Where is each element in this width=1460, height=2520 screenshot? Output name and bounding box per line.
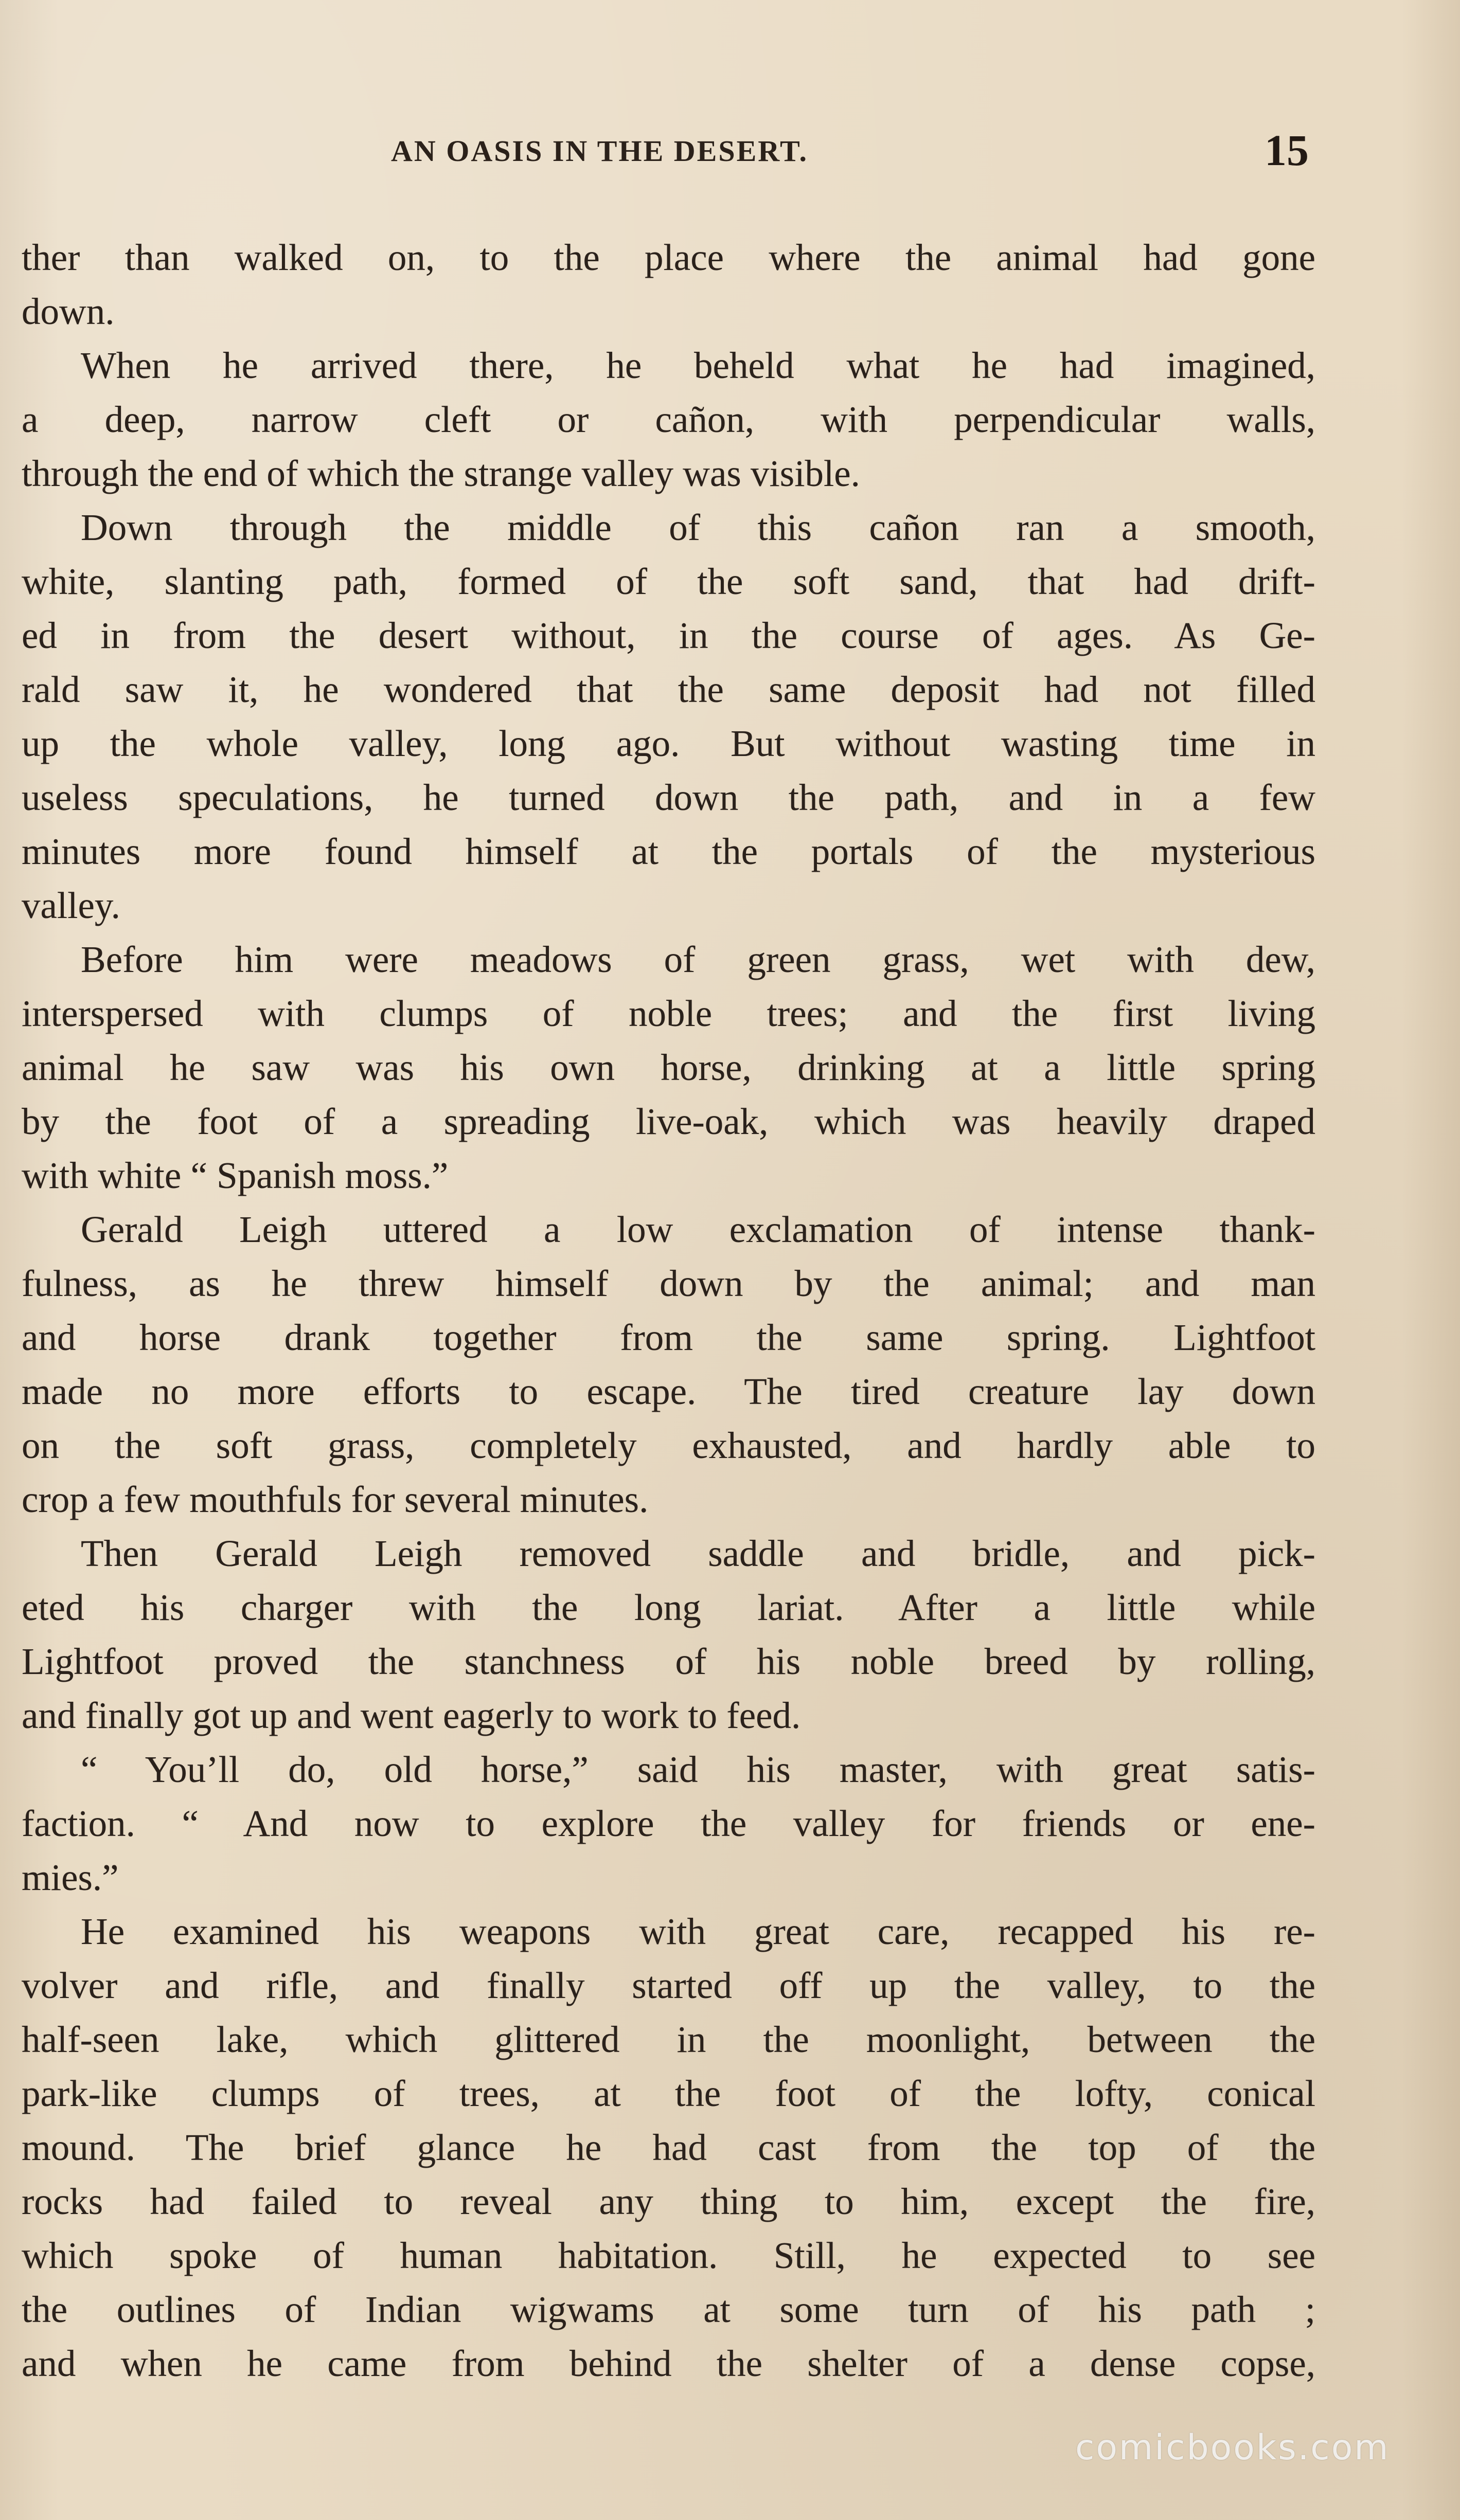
text-line: “ You’ll do, old horse,” said his master, with great satis-	[81, 1749, 1315, 1790]
text-line: down.	[22, 291, 115, 332]
text-line: made no more efforts to escape. The tired creature lay down	[22, 1371, 1315, 1412]
text-line: ther than walked on, to the place where the animal had gone	[22, 237, 1315, 278]
watermark: comicbooks.com	[1075, 2427, 1390, 2468]
text-line: volver and rifle, and finally started off up the valley, to the	[22, 1965, 1315, 2006]
text-line: rald saw it, he wondered that the same deposit had not filled	[22, 669, 1315, 710]
text-line: Lightfoot proved the stanchness of his noble breed by rolling,	[22, 1641, 1315, 1682]
text-line: the outlines of Indian wigwams at some turn of his path ;	[22, 2289, 1315, 2330]
text-line: mound. The brief glance he had cast from the top of the	[22, 2127, 1315, 2168]
text-line: up the whole valley, long ago. But without wasting time in	[22, 723, 1315, 764]
text-line: Then Gerald Leigh removed saddle and bridle, and pick-	[81, 1533, 1315, 1574]
text-line: fulness, as he threw himself down by the animal; and man	[22, 1263, 1315, 1304]
text-line: useless speculations, he turned down the path, and in a few	[22, 777, 1315, 818]
text-line: park-like clumps of trees, at the foot of the lofty, conical	[22, 2073, 1315, 2114]
text-line: half-seen lake, which glittered in the moonlight, between the	[22, 2019, 1315, 2060]
text-line: He examined his weapons with great care, recapped his re-	[81, 1911, 1315, 1952]
text-line: valley.	[22, 885, 120, 926]
text-line: on the soft grass, completely exhausted, and hardly able to	[22, 1425, 1315, 1466]
page-number: 15	[1265, 125, 1309, 175]
text-line: and horse drank together from the same spring. Lightfoot	[22, 1317, 1315, 1358]
text-line: Gerald Leigh uttered a low exclamation of intense thank-	[81, 1209, 1315, 1250]
body-text	[22, 230, 1315, 2390]
text-line: by the foot of a spreading live-oak, which was heavily draped	[22, 1101, 1315, 1142]
text-line: Before him were meadows of green grass, wet with dew,	[81, 939, 1315, 980]
text-line: a deep, narrow cleft or cañon, with perpendicular walls,	[22, 399, 1315, 440]
text-line: white, slanting path, formed of the soft sand, that had drift-	[22, 561, 1315, 602]
text-line: crop a few mouthfuls for several minutes.	[22, 1479, 649, 1520]
text-line: animal he saw was his own horse, drinking at a little spring	[22, 1047, 1315, 1088]
text-line: When he arrived there, he beheld what he had imagined,	[81, 345, 1315, 386]
text-line: and finally got up and went eagerly to work to feed.	[22, 1695, 801, 1736]
text-line: mies.”	[22, 1857, 119, 1898]
text-line: eted his charger with the long lariat. After a little while	[22, 1587, 1315, 1628]
running-title: AN OASIS IN THE DESERT.	[391, 134, 808, 168]
text-line: and when he came from behind the shelter of a dense copse,	[22, 2343, 1315, 2384]
text-line: Down through the middle of this cañon ran a smooth,	[81, 507, 1315, 548]
text-line: which spoke of human habitation. Still, he expected to see	[22, 2235, 1315, 2276]
text-line: minutes more found himself at the portals of the mysterious	[22, 831, 1315, 872]
text-line: with white “ Spanish moss.”	[22, 1155, 449, 1196]
text-line: through the end of which the strange valley was visible.	[22, 453, 860, 494]
text-line: interspersed with clumps of noble trees; and the first living	[22, 993, 1315, 1034]
text-line: faction. “ And now to explore the valley for friends or ene-	[22, 1803, 1315, 1844]
running-head	[0, 124, 1460, 181]
text-line: rocks had failed to reveal any thing to him, except the fire,	[22, 2181, 1315, 2222]
text-line: ed in from the desert without, in the course of ages. As Ge-	[22, 615, 1315, 656]
